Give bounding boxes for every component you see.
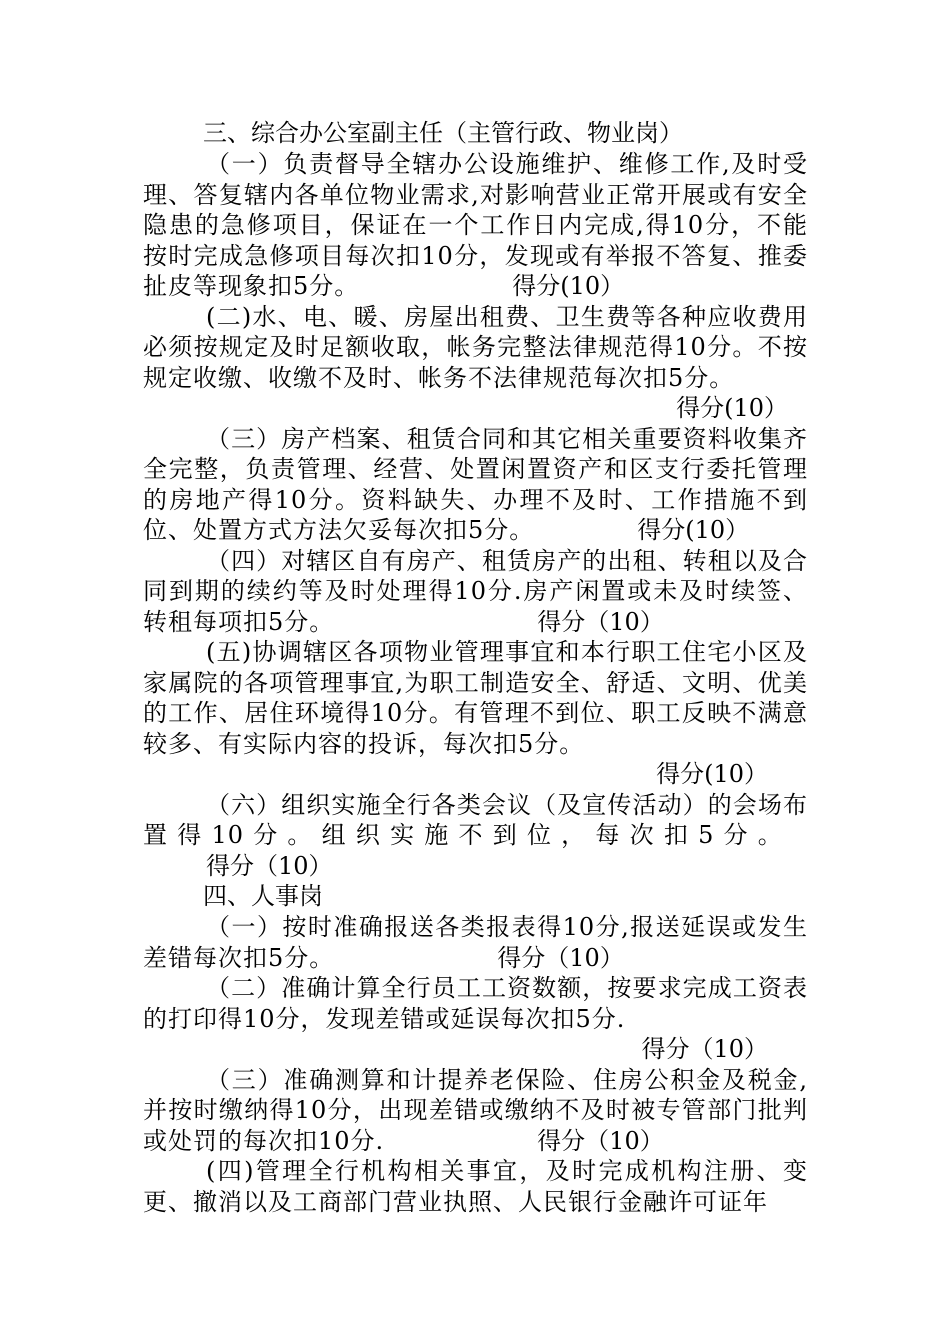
section-4-heading: 四、人事岗 [203, 882, 323, 910]
section-3-item-1 [143, 149, 808, 302]
score-label: 得分(10） [512, 272, 625, 300]
item-text: (二)水、电、暖、房屋出租费、卫生费等各种应收费用必须按规定及时足额收取，帐务完整法律规范得10分。不按规定收缴、收缴不及时、帐务不法律规范每次扣5分。 [143, 302, 808, 392]
section-4-item-2 [143, 973, 808, 1034]
score-label: 得分（10） [537, 1126, 664, 1155]
item-text: （三）准确测算和计提养老保险、住房公积金及税金,并按时缴纳得10分，出现差错或缴纳不及时被专管部门批判或处罚的每次扣10分. [143, 1065, 808, 1155]
section-3-item-2 [143, 302, 808, 394]
score-label: 得分（10） [497, 943, 624, 972]
item-text: （四）对辖区自有房产、租赁房产的出租、转租以及合同到期的续约等及时处理得10分.房产闲置或未及时续签、转租每项扣5分。 [143, 546, 808, 636]
section-3-heading: 三、综合办公室副主任（主管行政、物业岗） [203, 119, 683, 147]
item-text: （一）按时准确报送各类报表得10分,报送延误或发生差错每次扣5分。 [143, 913, 808, 972]
section-4-item-3 [143, 1065, 808, 1157]
item-text: （六）组织实施全行各类会议（及宣传活动）的会场布置得10分。组织实施不到位，每次扣5分。 [143, 790, 808, 849]
item-text: （一）负责督导全辖办公设施维护、维修工作,及时受理、答复辖内各单位物业需求,对影响营业正常开展或有安全隐患的急修项目，保证在一个工作日内完成,得10分，不能按时完成急修项目每次扣10分，发现或有举报不答复、推委扯皮等现象扣5分。 [143, 150, 808, 300]
score-label: 得分(10） [676, 394, 788, 422]
section-3-item-5 [143, 637, 808, 759]
section-4-item-4 [143, 1156, 808, 1217]
score-label: 得分（10） [641, 1035, 768, 1063]
item-text: （三）房产档案、租赁合同和其它相关重要资料收集齐全完整，负责管理、经营、处置闲置资产和区支行委托管理的房地产得10分。资料缺失、办理不及时、工作措施不到位、处置方式方法欠妥每次扣5分。 [143, 424, 808, 544]
item-text: （二）准确计算全行员工工资数额，按要求完成工资表的打印得10分，发现差错或延误每次扣5分. [143, 974, 808, 1033]
section-3-item-6 [143, 790, 808, 882]
score-label: 得分(10） [637, 516, 750, 544]
item-text: (四)管理全行机构相关事宜，及时完成机构注册、变更、撤消以及工商部门营业执照、人民银行金融许可证年 [143, 1157, 808, 1216]
item-text: (五)协调辖区各项物业管理事宜和本行职工住宅小区及家属院的各项管理事宜,为职工制造安全、舒适、文明、优美的工作、居住环境得10分。有管理不到位、职工反映不满意较多、有实际内容的投诉，每次扣5分。 [143, 638, 808, 758]
score-label: 得分（10） [537, 607, 664, 636]
score-label: 得分(10） [656, 760, 768, 788]
section-4-item-1 [143, 912, 808, 973]
section-3-item-3 [143, 424, 808, 546]
section-3-item-4 [143, 546, 808, 638]
score-label: 得分（10） [206, 851, 333, 880]
document-page [143, 118, 808, 1217]
